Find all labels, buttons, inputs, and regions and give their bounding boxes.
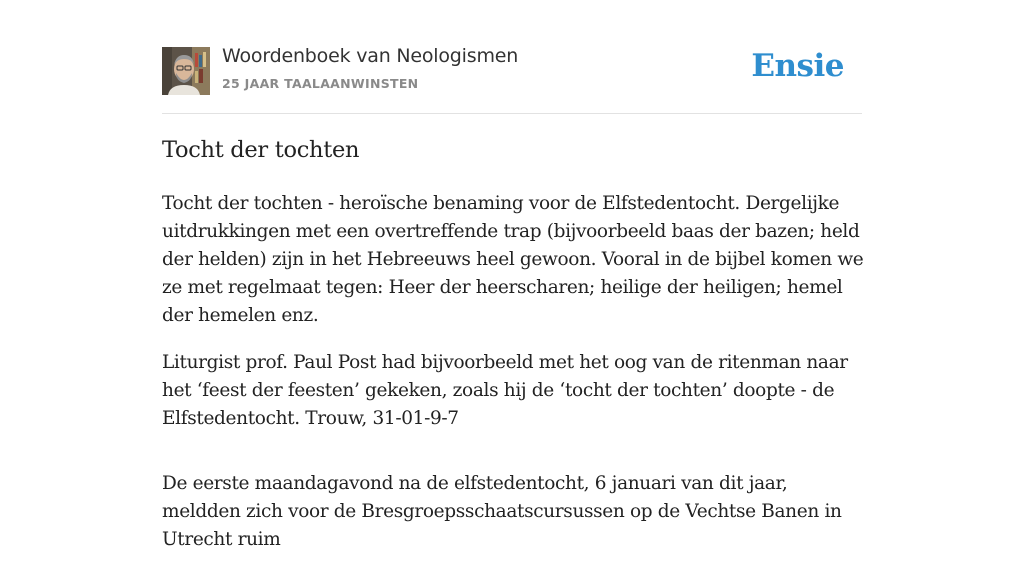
page-container (162, 0, 864, 550)
site-tagline: 25 JAAR TAALAANWINSTEN (222, 76, 419, 91)
article-body (162, 190, 867, 573)
avatar-portrait-icon (162, 47, 210, 95)
ensie-logo[interactable]: Ensie (751, 48, 844, 84)
article-title: Tocht der tochten (162, 137, 360, 163)
site-name[interactable]: Woordenboek van Neologismen (222, 45, 519, 67)
author-avatar[interactable] (162, 47, 210, 95)
site-header (162, 0, 862, 114)
article-paragraph: Liturgist prof. Paul Post had bijvoorbeeld met het oog van de ritenman naar het ‘feest der feesten’ gekeken, zoals hij de ‘tocht der tochten’ doopte - de Elfstedentocht. Trouw, 31-01-9-7 (162, 352, 848, 429)
article-paragraph: Tocht der tochten - heroïsche benaming voor de Elfstedentocht. Dergelijke uitdrukkingen met een overtreffende trap (bijvoorbeeld baas der bazen; held der helden) zijn in het Hebreeuws heel gewoon. Vooral in de bijbel komen we ze met regelmaat tegen: Heer der heerscharen; heilige der heiligen; hemel der hemelen enz. (162, 193, 864, 326)
article-paragraph: De eerste maandagavond na de elfstedentocht, 6 januari van dit jaar, meldden zich voor de Bresgroepsschaatscursussen op de Vechtse Banen in Utrecht ruim (162, 473, 842, 550)
